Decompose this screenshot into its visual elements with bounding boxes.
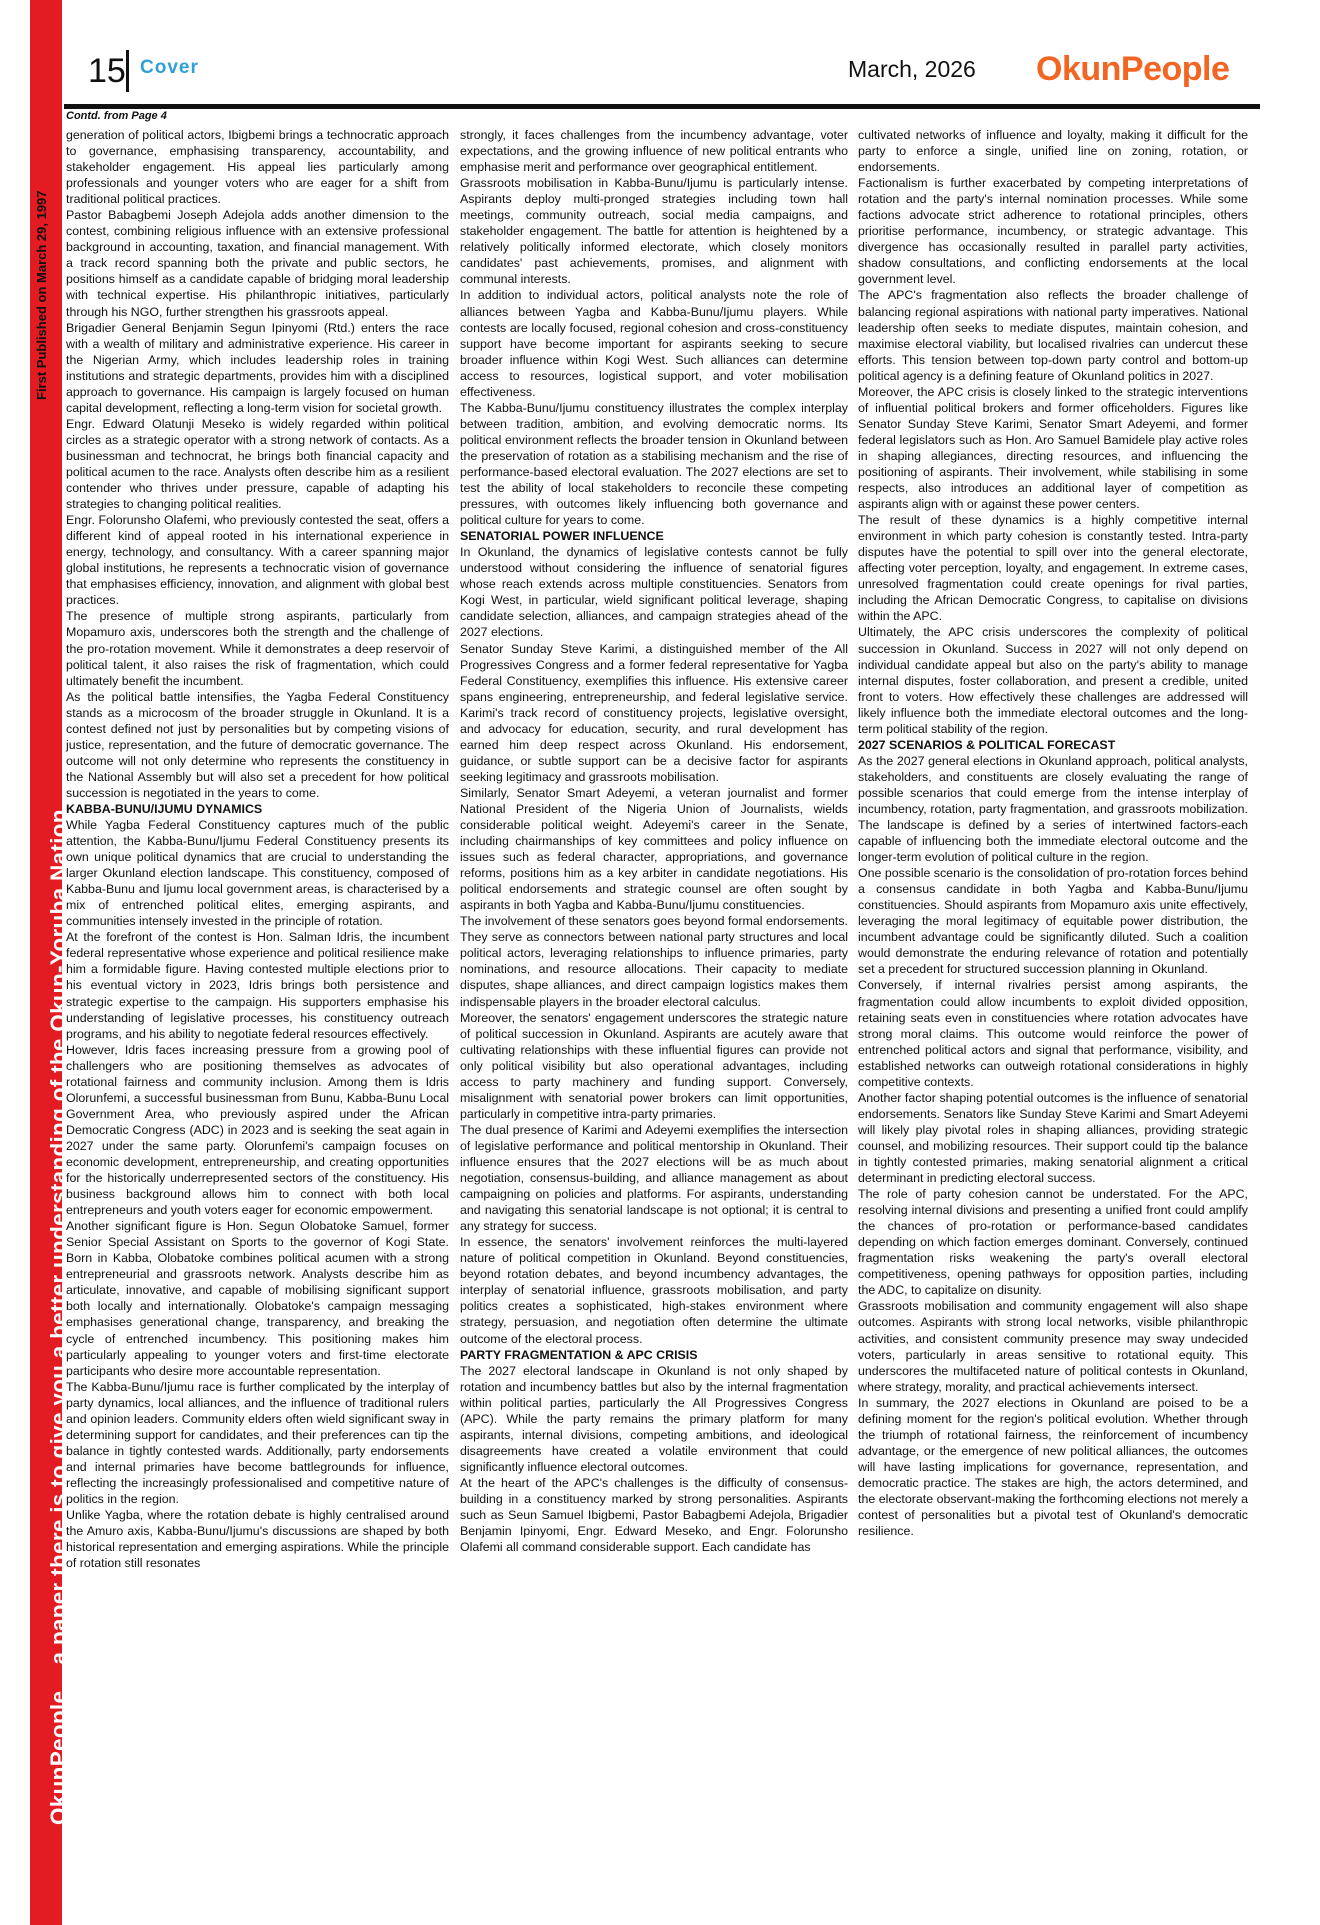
paragraph: Senator Sunday Steve Karimi, a distinguished member of the All Progressives Congress and a former federal representative for Yagba Federal Constituency, exemplifies this influence. His extensive career spans engineering, entrepreneurship, and federal legislative service. Karimi's track record of constituency projects, legislative oversight, and advocacy for education, security, and rural development has earned him deep respect across Okunland. His endorsement, guidance, or subtle support can be a decisive factor for aspirants seeking legitimacy and grassroots mobilisation. bbox=[460, 641, 848, 784]
paragraph: In addition to individual actors, political analysts note the role of alliances between Yagba and Kabba-Bunu/Ijumu players. While contests are locally focused, regional cohesion and cross-constituency support have become important for aspirants seeking to secure broader influence within Kogi West. Such alliances can determine access to resources, logistical support, and voter mobilisation effectiveness. bbox=[460, 288, 848, 399]
paragraph: However, Idris faces increasing pressure from a growing pool of challengers who are positioning themselves as advocates of rotational fairness and community inclusion. Among them is Idris Olorunfemi, a successful businessman from Bunu, Kabba-Bunu Local Government Area, who previously aspired under the African Democratic Congress (ADC) in 2023 and is seeking the seat again in 2027 under the same party. Olorunfemi's campaign focuses on economic development, entrepreneurship, and creating opportunities for the historically underrepresented sectors of the constituency. His business background allows him to connect with both local entrepreneurs and youth voters eager for economic empowerment. bbox=[66, 1042, 449, 1218]
header-rule bbox=[64, 104, 1260, 109]
paragraph: The Kabba-Bunu/Ijumu constituency illustrates the complex interplay between tradition, ambition, and evolving democratic norms. Its political environment reflects the broader tension in Okunland between the preservation of rotation as a stabilising mechanism and the rise of performance-based electoral evaluation. The 2027 elections are set to test the ability of local stakeholders to reconcile these competing pressures, with outcomes likely influencing both governance and political culture for years to come. bbox=[460, 400, 848, 528]
section-heading: KABBA-BUNU/IJUMU DYNAMICS bbox=[66, 801, 263, 816]
header-divider bbox=[126, 50, 129, 92]
paragraph: Brigadier General Benjamin Segun Ipinyomi (Rtd.) enters the race with a wealth of military and administrative experience. His career in the Nigerian Army, which includes leadership roles in training institutions and strategic departments, provides him with a disciplined approach to governance. His campaign is largely focused on human capital development, reflecting a long-term vision for societal growth. bbox=[66, 320, 449, 415]
paragraph: Another factor shaping potential outcomes is the influence of senatorial endorsements. Senators like Sunday Steve Karimi and Smart Adeyemi will likely play pivotal roles in shaping alliances, providing strategic counsel, and mobilizing resources. Their support could tip the balance in tightly contested primaries, making senatorial alignment a critical determinant in predicting electoral success. bbox=[858, 1090, 1248, 1186]
paragraph: The 2027 electoral landscape in Okunland is not only shaped by rotation and incumbency battles but also by the internal fragmentation within political parties, particularly the All Progressives Congress (APC). While the party remains the primary platform for many aspirants, internal divisions, competing ambitions, and ideological disagreements have created a volatile environment that could significantly influence electoral outcomes. bbox=[460, 1363, 848, 1474]
section-heading: SENATORIAL POWER INFLUENCE bbox=[460, 529, 664, 544]
paragraph: generation of political actors, Ibigbemi brings a technocratic approach to governance, emphasising transparency, accountability, and stakeholder engagement. His appeal lies particularly among professionals and younger voters who are eager for a shift from traditional political practices. bbox=[66, 128, 449, 207]
paragraph: The presence of multiple strong aspirants, particularly from Mopamuro axis, underscores both the strength and the challenge of the pro-rotation movement. While it demonstrates a deep reservoir of political talent, it also raises the risk of fragmentation, which could ultimately benefit the incumbent. bbox=[66, 609, 449, 688]
paragraph: Factionalism is further exacerbated by competing interpretations of rotation and the party's internal nomination processes. While some factions advocate strict adherence to rotational principles, others prioritise performance, incumbency, or strategic advantage. This divergence has occasionally resulted in parallel party activities, shadow consultations, and conflicting endorsements at the local government level. bbox=[858, 176, 1248, 287]
paragraph: The APC's fragmentation also reflects the broader challenge of balancing regional aspirations with national party imperatives. National leadership often seeks to mediate disputes, maintain cohesion, and maximise electoral viability, but localised rivalries can undercut these efforts. This tension between top-down party control and bottom-up political agency is a defining feature of Okunland politics in 2027. bbox=[858, 288, 1248, 383]
paragraph: As the political battle intensifies, the Yagba Federal Constituency stands as a microcosm of the broader struggle in Okunland. It is a contest defined not just by personalities but by competing visions of justice, representation, and the future of democratic governance. The outcome will not only determine who represents the constituency in the National Assembly but will also set a precedent for how political succession is negotiated in the years to come. bbox=[66, 689, 449, 800]
paragraph: strongly, it faces challenges from the incumbency advantage, voter expectations, and the growing influence of new political entrants who emphasise merit and performance over geographical entitlement. bbox=[460, 128, 848, 175]
paragraph: Similarly, Senator Smart Adeyemi, a veteran journalist and former National President of the Nigeria Union of Journalists, wields considerable political weight. Adeyemi's career in the Senate, including chairmanships of key committees and policy influence on issues such as federal character, appropriations, and governance reforms, positions him as a key arbiter in candidate negotiations. His political endorsements and strategic counsel are often sought by aspirants in both Yagba and Kabba-Bunu/Ijumu constituencies. bbox=[460, 785, 848, 913]
paragraph: Grassroots mobilisation in Kabba-Bunu/Ijumu is particularly intense. Aspirants deploy multi-pronged strategies including town hall meetings, community outreach, social media campaigns, and stakeholder engagement. The battle for attention is heightened by a relatively politically informed electorate, which closely monitors candidates' past achievements, promises, and alignment with communal interests. bbox=[460, 176, 848, 287]
paragraph: The involvement of these senators goes beyond formal endorsements. They serve as connectors between national party structures and local political actors, leveraging relationships to influence primaries, party nominations, and resource allocations. Their capacity to mediate disputes, shape alliances, and direct campaign logistics makes them indispensable players in the broader electoral calculus. bbox=[460, 914, 848, 1009]
paragraph: Moreover, the APC crisis is closely linked to the strategic interventions of influential political brokers and former officeholders. Figures like Senator Sunday Steve Karimi, Senator Smart Adeyemi, and former federal legislators such as Hon. Aro Samuel Bamidele play active roles in shaping allegiances, directing resources, and influencing the positioning of aspirants. Their involvement, while stabilising in some respects, also introduces an additional layer of competition as aspirants align with or against these power centers. bbox=[858, 384, 1248, 512]
section-heading: PARTY FRAGMENTATION & APC CRISIS bbox=[460, 1347, 698, 1362]
paragraph: The result of these dynamics is a highly competitive internal environment in which party cohesion is constantly tested. Intra-party disputes have the potential to spill over into the general electorate, affecting voter perception, loyalty, and engagement. In extreme cases, unresolved fragmentation could create openings for rival parties, including the African Democratic Congress, to capitalise on divisions within the APC. bbox=[858, 513, 1248, 624]
side-slogan: OkunPeople... a paper there is to give you a better understanding of the Okun-Yoruba Nation bbox=[46, 809, 71, 1825]
article-column-1 bbox=[66, 127, 449, 1571]
paragraph: As the 2027 general elections in Okunland approach, political analysts, stakeholders, and constituents are closely evaluating the range of possible scenarios that could emerge from the intense interplay of incumbency, rotation, party fragmentation, and grassroots mobilization. The landscape is defined by a series of intertwined factors-each capable of influencing both the immediate electoral outcome and the longer-term evolution of political culture in the region. bbox=[858, 753, 1248, 865]
paragraph: At the heart of the APC's challenges is the difficulty of consensus-building in a constituency marked by strong personalities. Aspirants such as Seun Samuel Ibigbemi, Pastor Babagbemi Adejola, Brigadier Benjamin Ipinyomi, Engr. Edward Meseko, and Engr. Folorunsho Olafemi all command considerable support. Each candidate has bbox=[460, 1475, 848, 1555]
paragraph: Another significant figure is Hon. Segun Olobatoke Samuel, former Senior Special Assistant on Sports to the governor of Kogi State. Born in Kabba, Olobatoke combines political acumen with a strong entrepreneurial and grassroots network. Analysts describe him as articulate, innovative, and capable of mobilising significant support both locally and internationally. Olobatoke's campaign messaging emphasises generational change, transparency, and breaking the cycle of entrenched incumbency. This positioning makes him particularly appealing to younger voters and first-time electorate participants who desire more accountable representation. bbox=[66, 1219, 449, 1378]
page-header bbox=[70, 44, 1260, 104]
paragraph: Grassroots mobilisation and community engagement will also shape outcomes. Aspirants with strong local networks, visible philanthropic activities, and consistent community presence may sway undecided voters, particularly in areas sensitive to rotational equity. This underscores the multifaceted nature of political contests in Okunland, where strategy, morality, and practical achievements intersect. bbox=[858, 1299, 1248, 1394]
paragraph: Unlike Yagba, where the rotation debate is highly centralised around the Amuro axis, Kabba-Bunu/Ijumu's discussions are shaped by both historical representation and emerging aspirations. While the principle of rotation still resonates bbox=[66, 1508, 449, 1571]
paragraph: cultivated networks of influence and loyalty, making it difficult for the party to enforce a single, unified line on zoning, rotation, or endorsements. bbox=[858, 128, 1248, 175]
paragraph: The dual presence of Karimi and Adeyemi exemplifies the intersection of legislative performance and political mentorship in Okunland. Their influence ensures that the 2027 elections will be as much about negotiation, consensus-building, and alliance management as about campaigning on policies and platforms. For aspirants, understanding and navigating this senatorial landscape is not optional; it is central to any strategy for success. bbox=[460, 1122, 848, 1234]
paragraph: At the forefront of the contest is Hon. Salman Idris, the incumbent federal representative whose experience and political resilience make him a formidable figure. Having contested multiple elections prior to his eventual victory in 2023, Idris brings both persistence and strategic expertise to the campaign. His supporters emphasise his understanding of legislative processes, his constituency outreach programs, and his ability to negotiate federal resources effectively. bbox=[66, 930, 449, 1041]
paragraph: Moreover, the senators' engagement underscores the strategic nature of political succession in Okunland. Aspirants are acutely aware that cultivating relationships with these influential figures can provide not only political visibility but also operational advantages, including access to party machinery and funding support. Conversely, misalignment with senatorial power brokers can limit opportunities, particularly in competitive intra-party primaries. bbox=[460, 1010, 848, 1121]
issue-date: March, 2026 bbox=[848, 56, 976, 82]
article-column-2 bbox=[460, 127, 848, 1555]
paragraph: In Okunland, the dynamics of legislative contests cannot be fully understood without considering the influence of senatorial figures whose reach extends across multiple constituencies. Senators from Kogi West, in particular, wield significant political leverage, shaping candidate selection, alliances, and campaign strategies ahead of the 2027 elections. bbox=[460, 545, 848, 640]
paragraph: The role of party cohesion cannot be understated. For the APC, resolving internal divisions and presenting a unified front could amplify the chances of pro-rotation or performance-based candidates depending on which faction emerges dominant. Conversely, continued fragmentation risks weakening the party's overall electoral competitiveness, opening pathways for opposition parties, including the ADC, to capitalize on disunity. bbox=[858, 1187, 1248, 1298]
paragraph: Pastor Babagbemi Joseph Adejola adds another dimension to the contest, combining religious influence with an extensive professional background in accounting, taxation, and financial management. With a track record spanning both the private and public sectors, he positions himself as a candidate capable of bridging moral leadership with technical expertise. His philanthropic initiatives, particularly through his NGO, further strengthen his grassroots appeal. bbox=[66, 208, 449, 319]
paragraph: Engr. Folorunsho Olafemi, who previously contested the seat, offers a different kind of appeal rooted in his international experience in energy, technology, and consultancy. With a career spanning major global institutions, he represents a technocratic vision of governance that emphasises efficiency, innovation, and alignment with global best practices. bbox=[66, 513, 449, 608]
paragraph: One possible scenario is the consolidation of pro-rotation forces behind a consensus candidate in both Yagba and Kabba-Bunu/Ijumu constituencies. Should aspirants from Mopamuro axis unite effectively, leveraging the moral legitimacy of equitable power distribution, the incumbent advantage could be significantly diluted. Such a coalition would demonstrate the enduring relevance of rotation and potentially set a precedent for structured succession planning in Okunland. bbox=[858, 866, 1248, 977]
page-number: 15 bbox=[88, 52, 126, 90]
paragraph: The Kabba-Bunu/Ijumu race is further complicated by the interplay of party dynamics, local alliances, and the influence of traditional rulers and opinion leaders. Community elders often wield significant sway in determining support for candidates, and their preferences can tip the balance in tightly contested wards. Additionally, party endorsements and internal primaries have become battlegrounds for influence, reflecting the increasingly professionalised and competitive nature of politics in the region. bbox=[66, 1379, 449, 1506]
paragraph: Ultimately, the APC crisis underscores the complexity of political succession in Okunland. Success in 2027 will not only depend on individual candidate appeal but also on the party's ability to manage internal disputes, foster collaboration, and present a credible, united front to voters. How effectively these challenges are addressed will likely influence both the immediate electoral outcomes and the long-term political stability of the region. bbox=[858, 625, 1248, 736]
article-column-3 bbox=[858, 127, 1248, 1539]
continued-note: Contd. from Page 4 bbox=[66, 110, 167, 122]
section-heading: 2027 SCENARIOS & POLITICAL FORECAST bbox=[858, 737, 1116, 752]
paragraph: While Yagba Federal Constituency captures much of the public attention, the Kabba-Bunu/Ijumu Federal Constituency presents its own unique political dynamics that are crucial to understanding the larger Okunland election landscape. This constituency, composed of Kabba-Bunu and Ijumu local government areas, is characterised by a mix of entrenched political elites, emerging aspirants, and communities intensely invested in the principle of rotation. bbox=[66, 818, 449, 929]
paragraph: Engr. Edward Olatunji Meseko is widely regarded within political circles as a strategic operator with a strong network of contacts. As a businessman and technocrat, he brings both financial capacity and political acumen to the race. Analysts often describe him as a resilient contender who thrives under pressure, capable of adapting his strategies to changing political realities. bbox=[66, 416, 449, 512]
paragraph: Conversely, if internal rivalries persist among aspirants, the fragmentation could allow incumbents to exploit divided opposition, retaining seats even in constituencies where rotation advocates have strong moral claims. This outcome would reinforce the power of entrenched political actors and signal that performance, visibility, and established networks can outweigh rotational considerations in highly competitive contexts. bbox=[858, 978, 1248, 1089]
paragraph: In essence, the senators' involvement reinforces the multi-layered nature of political competition in Okunland. Beyond constituencies, beyond rotation debates, and beyond incumbency advantages, the interplay of senatorial influence, grassroots mobilisation, and party politics creates a sophisticated, high-stakes environment where strategy, persuasion, and negotiation often determine the ultimate outcome of the electoral process. bbox=[460, 1235, 848, 1346]
paragraph: In summary, the 2027 elections in Okunland are poised to be a defining moment for the region's political evolution. Whether through the triumph of rotational fairness, the reinforcement of incumbency advantage, or the emergence of new political alliances, the outcomes will have lasting implications for governance, representation, and democratic practice. The stakes are high, the actors determined, and the electorate observant-making the forthcoming elections not merely a contest of personalities but a pivotal test of Okunland's democratic resilience. bbox=[858, 1395, 1248, 1539]
first-published-note: First Published on March 29, 1997 bbox=[34, 190, 49, 400]
section-name: Cover bbox=[140, 57, 199, 78]
brand-logo: OkunPeople bbox=[1036, 50, 1230, 88]
